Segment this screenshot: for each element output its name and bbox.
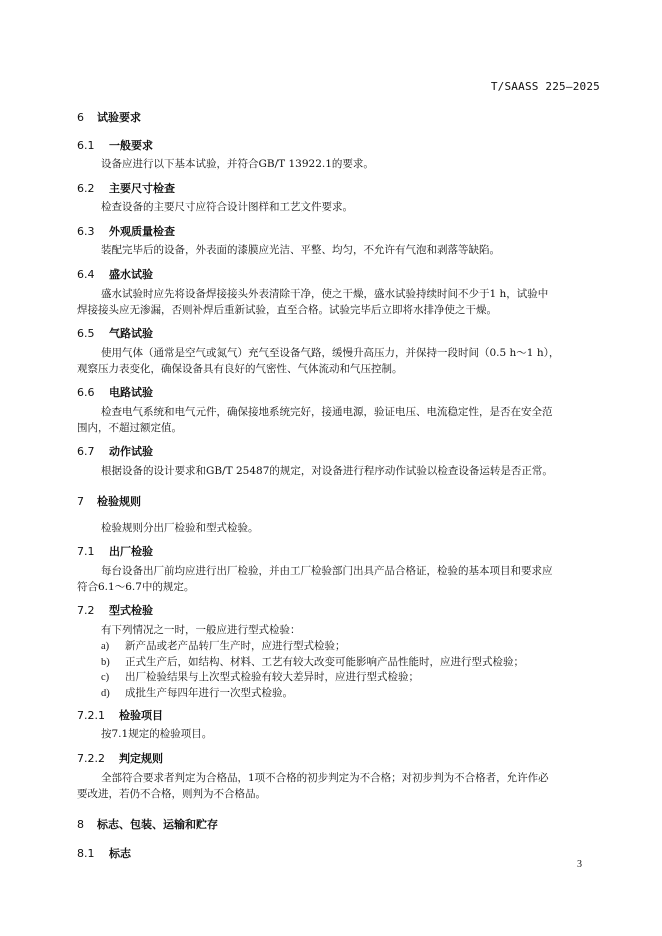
section-title: 盛水试验: [109, 268, 153, 281]
paragraph-line: 符合6.1～6.7中的规定。: [77, 581, 195, 593]
list-marker: b): [101, 656, 110, 668]
section-number: 7.1: [77, 545, 95, 558]
section-title: 出厂检验: [109, 545, 153, 558]
list-item: [101, 670, 524, 686]
section-title: 试验要求: [97, 111, 141, 124]
condition-list: [101, 639, 524, 701]
section-title: 一般要求: [109, 139, 153, 152]
section-number: 8: [77, 818, 84, 831]
paragraph-line: 每台设备出厂前均应进行出厂检验，并由工厂检验部门出具产品合格证，检验的基本项目和要求应: [101, 565, 553, 577]
list-item-text: 正式生产后，如结构、材料、工艺有较大改变可能影响产品性能时，应进行型式检验；: [125, 655, 524, 668]
paragraph: 检验规则分出厂检验和型式检验。: [101, 522, 259, 534]
list-item-text: 出厂检验结果与上次型式检验有较大差异时，应进行型式检验；: [125, 671, 419, 683]
paragraph: 有下列情况之一时，一般应进行型式检验：: [101, 624, 301, 636]
paragraph-line: 围内，不超过额定值。: [77, 422, 182, 434]
list-item-text: 成批生产每四年进行一次型式检验。: [125, 686, 293, 699]
section-number: 8.1: [77, 847, 95, 860]
section-number: 6.7: [77, 445, 95, 458]
section-number: 6.1: [77, 139, 95, 152]
section-heading-8: [77, 816, 218, 832]
paragraph: 根据设备的设计要求和GB/T 25487的规定，对设备进行程序动作试验以检查设备运转是否正常。: [101, 465, 553, 477]
paragraph-line: 观察压力表变化，确保设备具有良好的气密性、气体流动和气压控制。: [77, 363, 403, 375]
paragraph: 设备应进行以下基本试验，并符合GB/T 13922.1的要求。: [101, 158, 374, 170]
section-number: 7.2.2: [77, 752, 105, 765]
document-code: T/SAASS 225—2025: [490, 80, 600, 93]
section-number: 6.3: [77, 225, 95, 238]
section-title: 主要尺寸检查: [109, 182, 175, 195]
section-title: 检验项目: [119, 709, 163, 722]
page-number: 3: [577, 859, 582, 870]
section-number: 7: [77, 495, 84, 508]
section-heading-6-3: [77, 223, 175, 239]
section-number: 7.2: [77, 604, 95, 617]
list-item-text: 新产品或老产品转厂生产时，应进行型式检验；: [125, 640, 346, 652]
section-title: 外观质量检查: [109, 225, 175, 238]
list-marker: c): [101, 672, 110, 683]
section-title: 判定规则: [119, 752, 163, 765]
section-title: 电路试验: [109, 386, 153, 399]
section-heading-8-1: [77, 845, 131, 861]
section-heading-7: [77, 493, 141, 509]
list-marker: d): [101, 687, 110, 699]
section-number: 6.6: [77, 386, 95, 399]
list-marker: a): [101, 641, 110, 652]
paragraph-line: 盛水试验时应先将设备焊接接头外表清除干净，使之干燥，盛水试验持续时间不少于1 h，试验中: [101, 288, 549, 300]
section-number: 6.2: [77, 182, 95, 195]
paragraph-line: 要改进，若仍不合格，则判为不合格品。: [77, 788, 266, 800]
section-heading-6-1: [77, 137, 153, 153]
section-title: 标志、包装、运输和贮存: [97, 818, 218, 831]
section-heading-7-1: [77, 543, 153, 559]
section-heading-6-4: [77, 266, 153, 282]
section-heading-7-2: [77, 602, 153, 618]
section-heading-6-7: [77, 443, 153, 459]
section-heading-7-2-2: [77, 750, 163, 766]
section-heading-6: [77, 109, 141, 125]
section-number: 6.5: [77, 327, 95, 340]
paragraph-line: 使用气体（通常是空气或氮气）充气至设备气路，缓慢升高压力，并保持一段时间（0.5 h～1 h），: [101, 347, 560, 359]
section-title: 气路试验: [109, 327, 153, 340]
section-number: 6.4: [77, 268, 95, 281]
paragraph-line: 检查电气系统和电气元件，确保接地系统完好，接通电源，验证电压、电流稳定性，是否在安全范: [101, 406, 553, 418]
section-heading-7-2-1: [77, 707, 163, 723]
paragraph: 检查设备的主要尺寸应符合设计图样和工艺文件要求。: [101, 201, 353, 213]
section-number: 6: [77, 111, 84, 124]
paragraph: 按7.1规定的检验项目。: [101, 728, 213, 740]
section-title: 标志: [109, 847, 131, 860]
paragraph-line: 全部符合要求者判定为合格品，1项不合格的初步判定为不合格；对初步判为不合格者，允许作必: [101, 772, 549, 784]
section-title: 动作试验: [109, 445, 153, 458]
section-heading-6-5: [77, 325, 153, 341]
list-item: [101, 639, 524, 655]
list-item: [101, 655, 524, 671]
paragraph-line: 焊接接头应无渗漏，否则补焊后重新试验，直至合格。试验完毕后立即将水排净使之干燥。: [77, 304, 497, 316]
section-title: 型式检验: [109, 604, 153, 617]
list-item: [101, 686, 524, 702]
section-heading-6-2: [77, 180, 175, 196]
paragraph: 装配完毕后的设备，外表面的漆膜应光洁、平整、均匀，不允许有气泡和剥落等缺陷。: [101, 244, 500, 256]
section-number: 7.2.1: [77, 709, 105, 722]
section-heading-6-6: [77, 384, 153, 400]
section-title: 检验规则: [97, 495, 141, 508]
